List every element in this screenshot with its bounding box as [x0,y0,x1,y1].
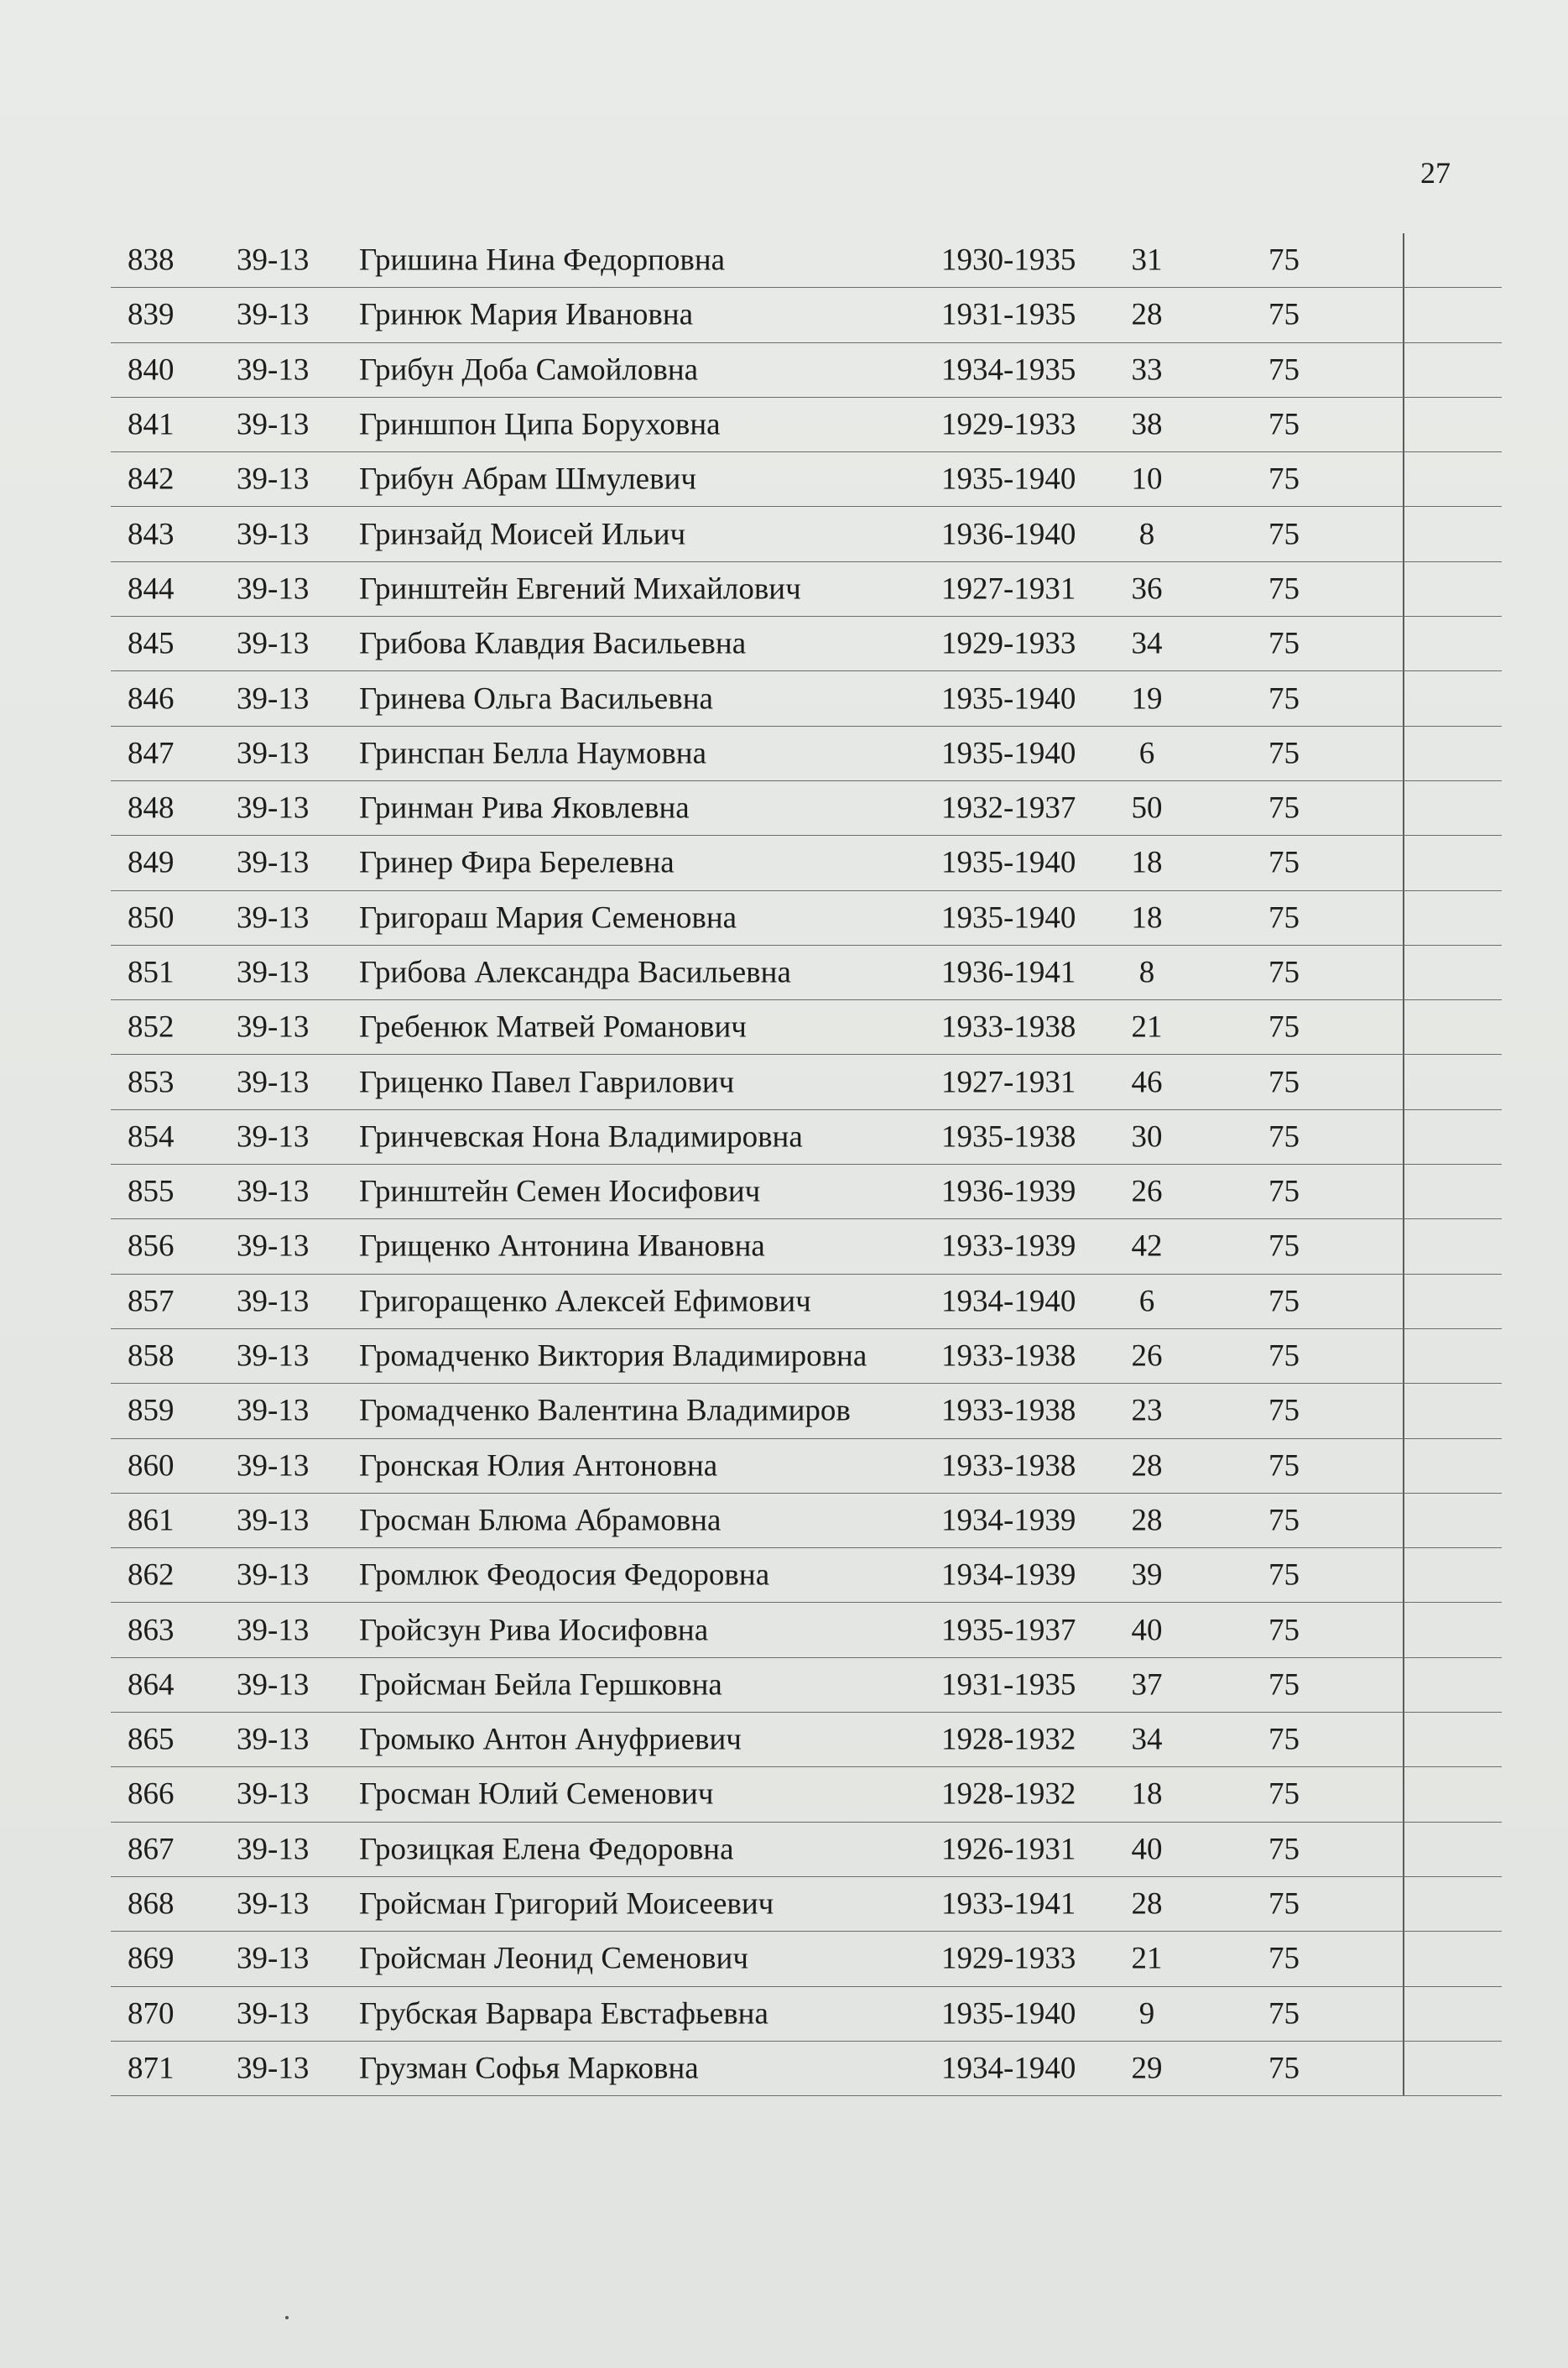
record-code: 39-13 [237,462,310,497]
years-range: 1933-1938 [941,1338,1076,1374]
person-name: Григораш Мария Семеновна [359,900,737,936]
table-row [111,398,1502,452]
person-name: Грибова Александра Васильевна [359,955,791,990]
record-code: 39-13 [237,1941,310,1976]
storage-term: 75 [1268,1722,1300,1757]
years-range: 1931-1935 [941,1667,1076,1703]
record-code: 39-13 [237,955,310,990]
person-name: Гринчевская Нона Владимировна [359,1119,803,1155]
record-number: 853 [128,1065,175,1100]
column-divider [1403,398,1404,451]
record-code: 39-13 [237,1393,310,1428]
storage-term: 75 [1268,1393,1300,1428]
storage-term: 75 [1268,1119,1300,1155]
storage-term: 75 [1268,1503,1300,1538]
sheet-count: 39 [1131,1557,1163,1593]
storage-term: 75 [1268,1832,1300,1867]
column-divider [1403,1494,1404,1547]
sheet-count: 19 [1131,681,1163,717]
column-divider [1403,1329,1404,1383]
records-table [111,233,1502,2096]
record-code: 39-13 [237,681,310,717]
person-name: Гринер Фира Берелевна [359,845,675,880]
column-divider [1403,1384,1404,1437]
table-row [111,727,1502,781]
record-code: 39-13 [237,297,310,332]
years-range: 1933-1941 [941,1886,1076,1922]
sheet-count: 34 [1131,626,1163,661]
table-row [111,343,1502,398]
person-name: Грибун Доба Самойловна [359,352,699,388]
record-code: 39-13 [237,1667,310,1703]
years-range: 1932-1937 [941,790,1076,826]
years-range: 1929-1933 [941,1941,1076,1976]
record-number: 866 [128,1776,175,1812]
column-divider [1403,562,1404,616]
table-row [111,891,1502,946]
sheet-count: 21 [1131,1941,1163,1976]
sheet-count: 50 [1131,790,1163,826]
years-range: 1926-1931 [941,1832,1076,1867]
years-range: 1936-1941 [941,955,1076,990]
table-row [111,1658,1502,1713]
sheet-count: 9 [1138,1996,1155,2032]
storage-term: 75 [1268,407,1300,442]
record-number: 859 [128,1393,175,1428]
record-number: 871 [128,2051,175,2086]
years-range: 1936-1940 [941,517,1076,552]
record-code: 39-13 [237,845,310,880]
storage-term: 75 [1268,845,1300,880]
person-name: Гринзайд Моисей Ильич [359,517,686,552]
table-row [111,1987,1502,2042]
record-number: 861 [128,1503,175,1538]
years-range: 1935-1940 [941,900,1076,936]
column-divider [1403,1000,1404,1054]
storage-term: 75 [1268,900,1300,936]
record-number: 868 [128,1886,175,1922]
sheet-count: 37 [1131,1667,1163,1703]
storage-term: 75 [1268,571,1300,607]
record-number: 852 [128,1009,175,1045]
record-code: 39-13 [237,243,310,278]
years-range: 1933-1938 [941,1393,1076,1428]
sheet-count: 18 [1131,900,1163,936]
record-code: 39-13 [237,407,310,442]
person-name: Грибун Абрам Шмулевич [359,462,696,497]
column-divider [1403,343,1404,397]
storage-term: 75 [1268,1174,1300,1209]
storage-term: 75 [1268,243,1300,278]
column-divider [1403,1219,1404,1273]
table-row [111,1055,1502,1109]
record-number: 841 [128,407,175,442]
sheet-count: 6 [1138,736,1155,771]
person-name: Гриценко Павел Гаврилович [359,1065,735,1100]
column-divider [1403,946,1404,999]
record-number: 844 [128,571,175,607]
years-range: 1927-1931 [941,1065,1076,1100]
storage-term: 75 [1268,1338,1300,1374]
table-row [111,781,1502,836]
years-range: 1929-1933 [941,407,1076,442]
person-name: Гринспан Белла Наумовна [359,736,707,771]
sheet-count: 26 [1131,1174,1163,1209]
record-number: 842 [128,462,175,497]
person-name: Григоращенко Алексей Ефимович [359,1284,811,1319]
storage-term: 75 [1268,517,1300,552]
record-code: 39-13 [237,1996,310,2032]
record-code: 39-13 [237,1119,310,1155]
table-row [111,1110,1502,1165]
column-divider [1403,1603,1404,1656]
record-number: 856 [128,1228,175,1264]
sheet-count: 18 [1131,845,1163,880]
sheet-count: 38 [1131,407,1163,442]
record-number: 847 [128,736,175,771]
table-row [111,2042,1502,2096]
record-number: 848 [128,790,175,826]
person-name: Гросман Блюма Абрамовна [359,1503,721,1538]
record-number: 846 [128,681,175,717]
sheet-count: 40 [1131,1613,1163,1648]
storage-term: 75 [1268,1557,1300,1593]
sheet-count: 18 [1131,1776,1163,1812]
record-number: 858 [128,1338,175,1374]
record-number: 839 [128,297,175,332]
record-code: 39-13 [237,1448,310,1484]
table-row [111,1767,1502,1822]
person-name: Грузман Софья Марковна [359,2051,699,2086]
column-divider [1403,1823,1404,1876]
person-name: Гринюк Мария Ивановна [359,297,694,332]
record-code: 39-13 [237,1832,310,1867]
column-divider [1403,1055,1404,1108]
record-code: 39-13 [237,2051,310,2086]
record-code: 39-13 [237,736,310,771]
years-range: 1935-1940 [941,462,1076,497]
column-divider [1403,1987,1404,2041]
table-row [111,452,1502,507]
years-range: 1931-1935 [941,297,1076,332]
sheet-count: 40 [1131,1832,1163,1867]
column-divider [1403,1877,1404,1931]
record-number: 870 [128,1996,175,2032]
record-code: 39-13 [237,1503,310,1538]
sheet-count: 10 [1131,462,1163,497]
table-row [111,233,1502,288]
sheet-count: 30 [1131,1119,1163,1155]
storage-term: 75 [1268,1009,1300,1045]
column-divider [1403,507,1404,561]
storage-term: 75 [1268,1065,1300,1100]
column-divider [1403,781,1404,835]
person-name: Гронская Юлия Антоновна [359,1448,718,1484]
record-code: 39-13 [237,1228,310,1264]
person-name: Гройсман Григорий Моисеевич [359,1886,774,1922]
speck-mark [285,2316,289,2319]
person-name: Громлюк Феодосия Федоровна [359,1557,770,1593]
years-range: 1935-1937 [941,1613,1076,1648]
storage-term: 75 [1268,462,1300,497]
years-range: 1935-1938 [941,1119,1076,1155]
column-divider [1403,836,1404,889]
record-number: 865 [128,1722,175,1757]
record-code: 39-13 [237,900,310,936]
record-number: 845 [128,626,175,661]
sheet-count: 23 [1131,1393,1163,1428]
sheet-count: 34 [1131,1722,1163,1757]
record-number: 862 [128,1557,175,1593]
person-name: Гришина Нина Федорповна [359,243,726,278]
person-name: Громадченко Валентина Владимиров [359,1393,851,1428]
table-row [111,1165,1502,1219]
person-name: Гройсзун Рива Иосифовна [359,1613,709,1648]
person-name: Гройсман Леонид Семенович [359,1941,748,1976]
column-divider [1403,1932,1404,1985]
record-code: 39-13 [237,1174,310,1209]
table-row [111,1823,1502,1877]
table-row [111,1384,1502,1438]
storage-term: 75 [1268,1996,1300,2032]
years-range: 1936-1939 [941,1174,1076,1209]
table-row [111,1219,1502,1274]
page-number: 27 [1420,156,1451,190]
table-row [111,946,1502,1000]
column-divider [1403,727,1404,780]
record-code: 39-13 [237,1557,310,1593]
record-number: 855 [128,1174,175,1209]
table-row [111,617,1502,671]
column-divider [1403,617,1404,670]
sheet-count: 21 [1131,1009,1163,1045]
column-divider [1403,1165,1404,1218]
years-range: 1930-1935 [941,243,1076,278]
record-number: 869 [128,1941,175,1976]
sheet-count: 36 [1131,571,1163,607]
years-range: 1933-1938 [941,1009,1076,1045]
record-number: 849 [128,845,175,880]
record-number: 851 [128,955,175,990]
record-number: 843 [128,517,175,552]
record-code: 39-13 [237,1009,310,1045]
person-name: Гребенюк Матвей Романович [359,1009,747,1045]
record-number: 838 [128,243,175,278]
table-row [111,1329,1502,1384]
record-number: 860 [128,1448,175,1484]
record-code: 39-13 [237,1886,310,1922]
table-row [111,507,1502,561]
sheet-count: 28 [1131,1503,1163,1538]
record-code: 39-13 [237,1338,310,1374]
table-row [111,1877,1502,1932]
column-divider [1403,1439,1404,1493]
storage-term: 75 [1268,2051,1300,2086]
record-number: 854 [128,1119,175,1155]
record-code: 39-13 [237,1284,310,1319]
years-range: 1928-1932 [941,1776,1076,1812]
person-name: Громадченко Виктория Владимировна [359,1338,867,1374]
storage-term: 75 [1268,681,1300,717]
storage-term: 75 [1268,1284,1300,1319]
record-code: 39-13 [237,1722,310,1757]
sheet-count: 26 [1131,1338,1163,1374]
storage-term: 75 [1268,1667,1300,1703]
sheet-count: 6 [1138,1284,1155,1319]
storage-term: 75 [1268,1448,1300,1484]
person-name: Гринштейн Евгений Михайлович [359,571,801,607]
storage-term: 75 [1268,790,1300,826]
sheet-count: 28 [1131,1448,1163,1484]
record-code: 39-13 [237,1065,310,1100]
record-code: 39-13 [237,352,310,388]
years-range: 1934-1940 [941,2051,1076,2086]
person-name: Грибова Клавдия Васильевна [359,626,747,661]
years-range: 1935-1940 [941,845,1076,880]
sheet-count: 8 [1138,517,1155,552]
record-code: 39-13 [237,790,310,826]
storage-term: 75 [1268,736,1300,771]
record-code: 39-13 [237,571,310,607]
record-code: 39-13 [237,1776,310,1812]
years-range: 1935-1940 [941,736,1076,771]
column-divider [1403,2042,1404,2095]
column-divider [1403,671,1404,725]
sheet-count: 8 [1138,955,1155,990]
person-name: Гринева Ольга Васильевна [359,681,713,717]
person-name: Грубская Варвара Евстафьевна [359,1996,768,2032]
years-range: 1935-1940 [941,681,1076,717]
years-range: 1933-1938 [941,1448,1076,1484]
years-range: 1929-1933 [941,626,1076,661]
storage-term: 75 [1268,1941,1300,1976]
record-number: 850 [128,900,175,936]
sheet-count: 33 [1131,352,1163,388]
years-range: 1928-1932 [941,1722,1076,1757]
column-divider [1403,288,1404,342]
storage-term: 75 [1268,1228,1300,1264]
sheet-count: 28 [1131,297,1163,332]
person-name: Гросман Юлий Семенович [359,1776,714,1812]
table-row [111,288,1502,342]
table-row [111,1548,1502,1603]
table-row [111,1713,1502,1767]
storage-term: 75 [1268,352,1300,388]
record-number: 857 [128,1284,175,1319]
years-range: 1934-1935 [941,352,1076,388]
column-divider [1403,1767,1404,1821]
table-row [111,671,1502,726]
column-divider [1403,1713,1404,1766]
storage-term: 75 [1268,626,1300,661]
sheet-count: 31 [1131,243,1163,278]
sheet-count: 42 [1131,1228,1163,1264]
person-name: Гринман Рива Яковлевна [359,790,690,826]
storage-term: 75 [1268,297,1300,332]
storage-term: 75 [1268,955,1300,990]
record-number: 863 [128,1613,175,1648]
table-row [111,1603,1502,1657]
record-number: 840 [128,352,175,388]
table-row [111,562,1502,617]
table-row [111,1000,1502,1055]
record-code: 39-13 [237,1613,310,1648]
storage-term: 75 [1268,1886,1300,1922]
storage-term: 75 [1268,1613,1300,1648]
years-range: 1934-1940 [941,1284,1076,1319]
column-divider [1403,233,1404,287]
years-range: 1933-1939 [941,1228,1076,1264]
record-number: 864 [128,1667,175,1703]
table-row [111,1494,1502,1548]
table-row [111,1439,1502,1494]
years-range: 1934-1939 [941,1557,1076,1593]
person-name: Гройсман Бейла Гершковна [359,1667,722,1703]
person-name: Грозицкая Елена Федоровна [359,1832,734,1867]
person-name: Грищенко Антонина Ивановна [359,1228,765,1264]
years-range: 1934-1939 [941,1503,1076,1538]
sheet-count: 28 [1131,1886,1163,1922]
table-row [111,1275,1502,1329]
column-divider [1403,1548,1404,1602]
column-divider [1403,1275,1404,1328]
years-range: 1927-1931 [941,571,1076,607]
column-divider [1403,452,1404,506]
table-row [111,1932,1502,1986]
column-divider [1403,1110,1404,1164]
person-name: Гринштейн Семен Иосифович [359,1174,761,1209]
column-divider [1403,1658,1404,1712]
years-range: 1935-1940 [941,1996,1076,2032]
record-code: 39-13 [237,517,310,552]
column-divider [1403,891,1404,945]
person-name: Громыко Антон Ануфриевич [359,1722,742,1757]
record-number: 867 [128,1832,175,1867]
sheet-count: 46 [1131,1065,1163,1100]
table-row [111,836,1502,890]
storage-term: 75 [1268,1776,1300,1812]
person-name: Гриншпон Ципа Боруховна [359,407,721,442]
record-code: 39-13 [237,626,310,661]
sheet-count: 29 [1131,2051,1163,2086]
